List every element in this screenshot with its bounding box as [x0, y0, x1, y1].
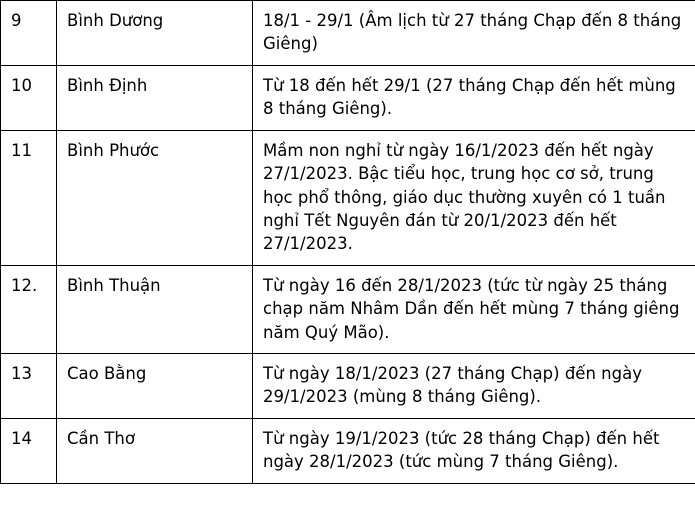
schedule-cell: Từ ngày 16 đến 28/1/2023 (tức từ ngày 25 tháng chạp năm Nhâm Dần đến hết mùng 7 tháng giêng năm Quý Mão). [253, 265, 695, 353]
schedule-cell: 18/1 - 29/1 (Âm lịch từ 27 tháng Chạp đến 8 tháng Giêng) [253, 1, 695, 66]
schedule-cell: Mầm non nghỉ từ ngày 16/1/2023 đến hết ngày 27/1/2023. Bậc tiểu học, trung học cơ sở, trung học phổ thông, giáo dục thường xuyên có 1 tuần nghỉ Tết Nguyên đán từ 20/1/2023 đến hết 27/1/2023. [253, 130, 695, 265]
table-row [1, 265, 695, 353]
table-row [1, 65, 695, 130]
schedule-cell: Từ ngày 18/1/2023 (27 tháng Chạp) đến ngày 29/1/2023 (mùng 8 tháng Giêng). [253, 354, 695, 419]
province-cell: Bình Dương [57, 1, 253, 66]
schedule-cell: Từ 18 đến hết 29/1 (27 tháng Chạp đến hết mùng 8 tháng Giêng). [253, 65, 695, 130]
table-row [1, 130, 695, 265]
table-row [1, 418, 695, 483]
province-cell: Bình Định [57, 65, 253, 130]
province-cell: Bình Thuận [57, 265, 253, 353]
province-cell: Cao Bằng [57, 354, 253, 419]
row-index-cell: 13 [1, 354, 57, 419]
row-index-cell: 14 [1, 418, 57, 483]
row-index-cell: 11 [1, 130, 57, 265]
table-row [1, 354, 695, 419]
row-index-cell: 10 [1, 65, 57, 130]
table-row [1, 1, 695, 66]
schedule-cell: Từ ngày 19/1/2023 (tức 28 tháng Chạp) đến hết ngày 28/1/2023 (tức mùng 7 tháng Giêng). [253, 418, 695, 483]
row-index-cell: 12. [1, 265, 57, 353]
province-cell: Bình Phước [57, 130, 253, 265]
province-cell: Cần Thơ [57, 418, 253, 483]
table-body [1, 1, 695, 484]
row-index-cell: 9 [1, 1, 57, 66]
